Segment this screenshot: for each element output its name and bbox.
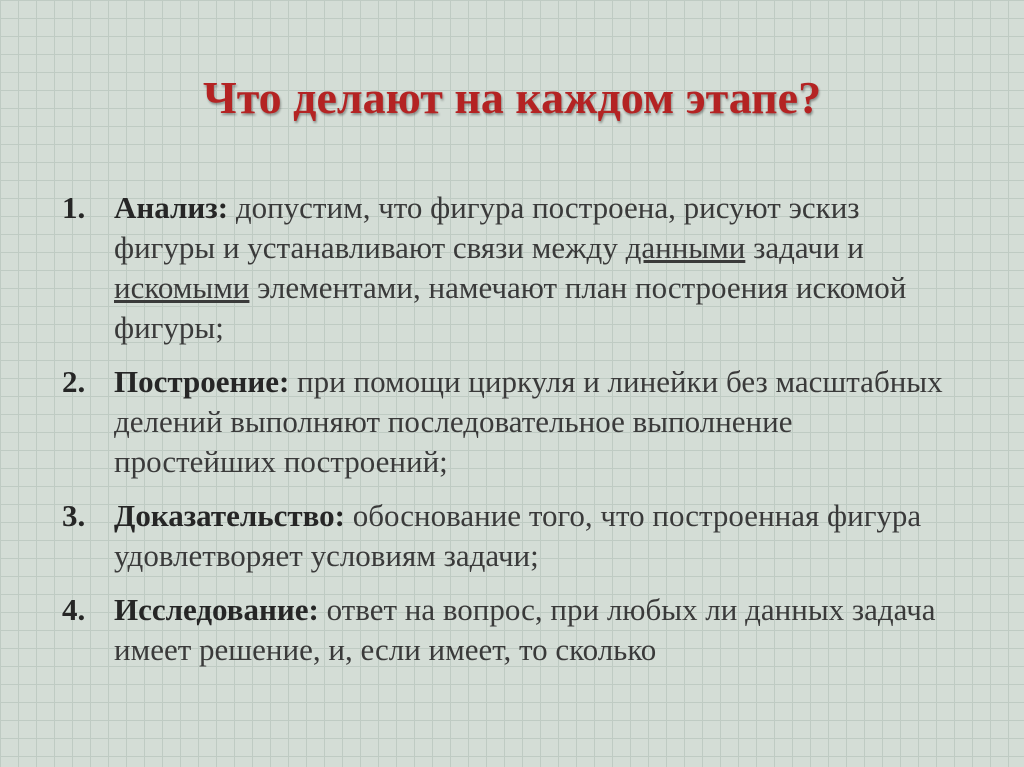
steps-list	[62, 188, 962, 684]
step-term: Построение:	[114, 364, 290, 399]
step-term: Исследование:	[114, 592, 319, 627]
step-number: 1.	[62, 190, 86, 225]
step-number: 4.	[62, 592, 86, 627]
underlined-word-sought: искомыми	[114, 270, 250, 305]
step-text	[114, 590, 962, 670]
step-text	[114, 362, 962, 482]
underlined-word-data: данными	[625, 230, 746, 265]
step-description: обоснование того, что построенная фигура удовлетворяет условиям задачи;	[114, 498, 922, 573]
step-number: 2.	[62, 364, 86, 399]
step-description: допустим, что фигура построена, рисуют эскиз фигуры и устанавливают связи между	[114, 190, 860, 265]
slide-title: Что делают на каждом этапе?	[202, 72, 822, 123]
step-proof	[62, 496, 962, 576]
step-description: при помощи циркуля и линейки без масштабных делений выполняют последовательное выполнение простейших построений;	[114, 364, 943, 479]
step-text	[114, 188, 962, 348]
step-description-cont: задачи и	[745, 230, 864, 265]
step-term: Анализ:	[114, 190, 229, 225]
step-investigation	[62, 590, 962, 670]
step-description: ответ на вопрос, при любых ли данных задача имеет решение, и, если имеет, то сколько	[114, 592, 936, 667]
step-description-end: элементами, намечают план построения искомой фигуры;	[114, 270, 907, 345]
step-analysis	[62, 188, 962, 348]
step-term: Доказательство:	[114, 498, 345, 533]
step-number: 3.	[62, 498, 86, 533]
step-construction	[62, 362, 962, 482]
step-text	[114, 496, 962, 576]
